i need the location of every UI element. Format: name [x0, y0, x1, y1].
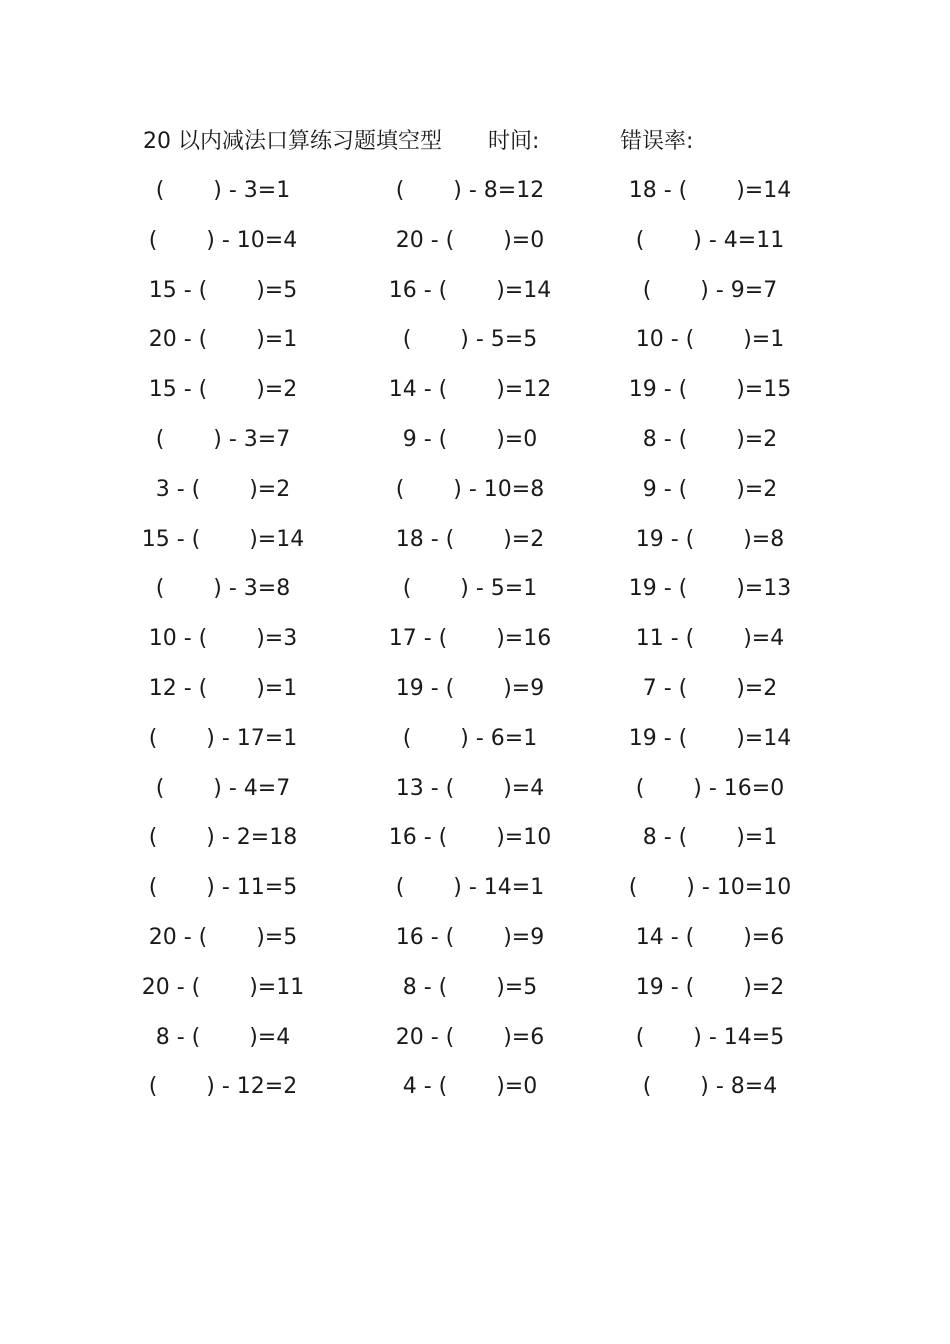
problem-item: 16 - ( )=14 — [388, 277, 552, 303]
problem-item: 18 - ( )=14 — [628, 178, 792, 203]
problem-item: 19 - ( )=13 — [628, 576, 792, 602]
problem-row — [0, 673, 950, 723]
problem-item: 19 - ( )=9 — [395, 675, 545, 701]
problem-item: ( ) - 9=7 — [642, 277, 778, 303]
problem-item: 15 - ( )=5 — [148, 277, 298, 303]
problem-item: 3 - ( )=2 — [155, 476, 291, 502]
problem-item: ( ) - 4=11 — [635, 227, 785, 253]
problem-item: 20 - ( )=5 — [148, 924, 298, 950]
problem-item: 20 - ( )=6 — [395, 1024, 545, 1050]
problem-item: ( ) - 6=1 — [402, 725, 538, 751]
problem-item: ( ) - 14=5 — [635, 1024, 785, 1050]
problem-row — [0, 972, 950, 1022]
problem-row — [0, 275, 950, 325]
time-label: 时间: — [488, 129, 540, 154]
problem-item: 20 - ( )=0 — [395, 227, 545, 253]
problem-item: ( ) - 10=8 — [395, 476, 545, 502]
problem-item: ( ) - 10=10 — [628, 875, 792, 901]
problem-item: 10 - ( )=3 — [148, 626, 298, 652]
worksheet-header — [0, 126, 950, 158]
problem-item: ( ) - 5=5 — [402, 327, 538, 353]
problem-row — [0, 474, 950, 524]
problem-row — [0, 175, 950, 225]
problem-item: 9 - ( )=0 — [402, 426, 538, 452]
problem-item: 8 - ( )=1 — [642, 825, 778, 851]
problem-item: 19 - ( )=15 — [628, 377, 792, 403]
problem-item: ( ) - 11=5 — [148, 875, 298, 901]
problem-row — [0, 623, 950, 673]
problem-item: 16 - ( )=10 — [388, 825, 552, 851]
problem-item: 14 - ( )=12 — [388, 377, 552, 403]
problem-item: ( ) - 14=1 — [395, 875, 545, 901]
problem-item: ( ) - 3=8 — [155, 576, 291, 602]
problem-item: 17 - ( )=16 — [388, 626, 552, 652]
problem-row — [0, 922, 950, 972]
problem-item: 19 - ( )=14 — [628, 725, 792, 751]
problem-item: 16 - ( )=9 — [395, 924, 545, 950]
problem-item: ( ) - 5=1 — [402, 576, 538, 602]
problem-item: 10 - ( )=1 — [635, 327, 785, 353]
problem-item: ( ) - 2=18 — [148, 825, 298, 851]
problem-item: 11 - ( )=4 — [635, 626, 785, 652]
problem-item: 9 - ( )=2 — [642, 476, 778, 502]
problem-row — [0, 225, 950, 275]
problem-item: ( ) - 17=1 — [148, 725, 298, 751]
problem-item: ( ) - 10=4 — [148, 227, 298, 253]
problem-item: 13 - ( )=4 — [395, 775, 545, 801]
worksheet-title: 20 以内减法口算练习题填空型 — [143, 129, 442, 154]
problem-row — [0, 1071, 950, 1121]
problem-item: 7 - ( )=2 — [642, 675, 778, 701]
problem-item: 12 - ( )=1 — [148, 675, 298, 701]
problem-row — [0, 822, 950, 872]
problem-item: ( ) - 8=4 — [642, 1074, 778, 1100]
problem-item: ( ) - 3=7 — [155, 426, 291, 452]
problem-row — [0, 723, 950, 773]
problem-item: ( ) - 3=1 — [155, 178, 291, 203]
problem-item: 20 - ( )=1 — [148, 327, 298, 353]
problem-item: 15 - ( )=2 — [148, 377, 298, 403]
problem-row — [0, 324, 950, 374]
problem-row — [0, 374, 950, 424]
problem-row — [0, 524, 950, 574]
problem-item: ( ) - 4=7 — [155, 775, 291, 801]
problem-item: ( ) - 16=0 — [635, 775, 785, 801]
problem-item: 20 - ( )=11 — [141, 974, 305, 1000]
error-rate-label: 错误率: — [620, 129, 694, 154]
problem-row — [0, 1022, 950, 1072]
problem-item: 19 - ( )=8 — [635, 526, 785, 552]
problem-item: 8 - ( )=2 — [642, 426, 778, 452]
problem-row — [0, 424, 950, 474]
problem-row — [0, 573, 950, 623]
problem-row — [0, 773, 950, 823]
problem-item: 8 - ( )=5 — [402, 974, 538, 1000]
problem-item: 18 - ( )=2 — [395, 526, 545, 552]
problem-item: 15 - ( )=14 — [141, 526, 305, 552]
problem-item: 8 - ( )=4 — [155, 1024, 291, 1050]
problem-item: ( ) - 8=12 — [395, 178, 545, 203]
problem-item: 4 - ( )=0 — [402, 1074, 538, 1100]
problem-row — [0, 872, 950, 922]
problem-item: 19 - ( )=2 — [635, 974, 785, 1000]
problem-item: 14 - ( )=6 — [635, 924, 785, 950]
problem-grid — [0, 175, 950, 1121]
problem-item: ( ) - 12=2 — [148, 1074, 298, 1100]
